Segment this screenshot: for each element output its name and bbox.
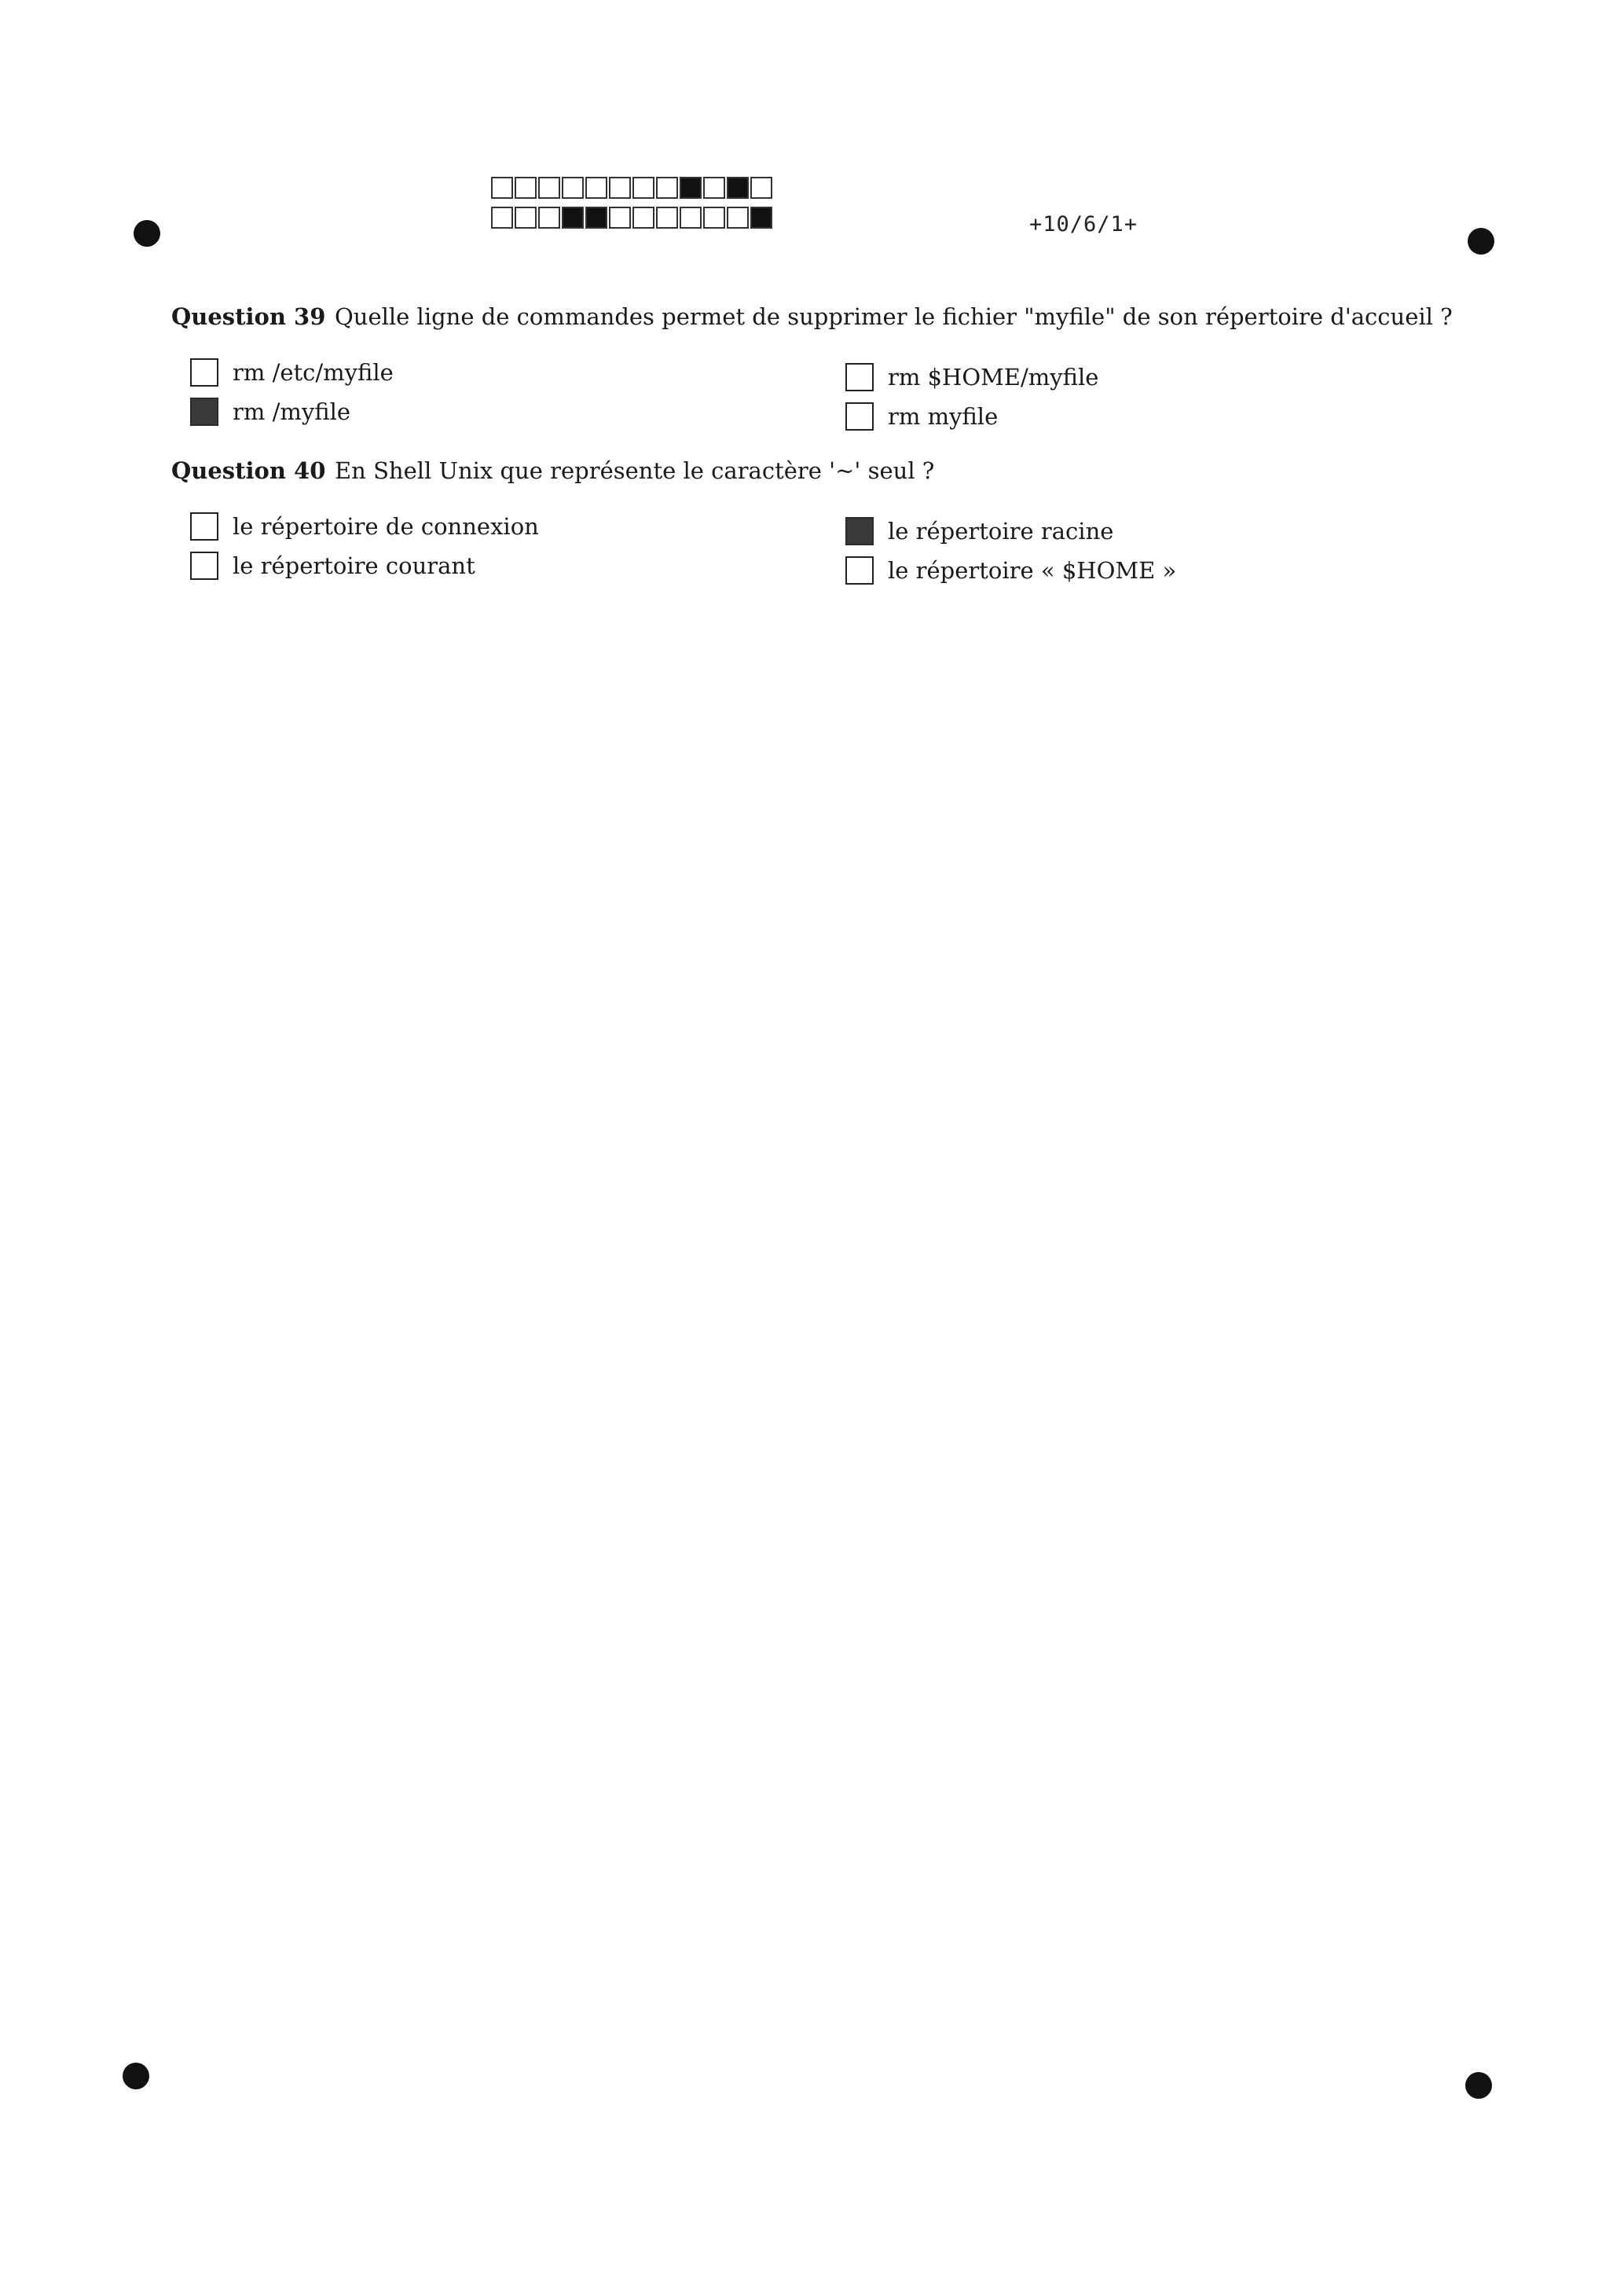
registration-mark-bottom-left xyxy=(123,2063,149,2089)
barcode-cell xyxy=(585,207,607,229)
answer-option[interactable] xyxy=(845,515,1113,547)
registration-mark-top-left xyxy=(134,220,160,247)
answer-label: rm /etc/myfile xyxy=(233,359,394,386)
answer-option[interactable] xyxy=(845,361,1098,393)
barcode-cell xyxy=(727,177,749,199)
checkbox[interactable] xyxy=(190,552,218,580)
barcode-cell xyxy=(515,207,537,229)
barcode-cell xyxy=(538,207,560,229)
answer-label: le répertoire « $HOME » xyxy=(888,557,1177,584)
question-text: Quelle ligne de commandes permet de supprimer le fichier "myfile" de son répertoire d'accueil ? xyxy=(335,303,1453,330)
barcode-cell xyxy=(680,177,702,199)
answer-label: le répertoire racine xyxy=(888,518,1114,545)
checkbox[interactable] xyxy=(845,556,874,585)
barcode-cell xyxy=(632,207,654,229)
answer-option[interactable] xyxy=(190,357,394,388)
answer-option[interactable] xyxy=(190,396,350,427)
barcode-row-top xyxy=(491,177,774,199)
checkbox[interactable] xyxy=(845,363,874,391)
answer-option[interactable] xyxy=(190,511,539,542)
answer-list xyxy=(171,511,1460,597)
answer-option[interactable] xyxy=(845,401,998,432)
question-label: Question 40 xyxy=(171,457,326,484)
question-text: En Shell Unix que représente le caractère '~' seul ? xyxy=(335,457,935,484)
barcode-cell xyxy=(750,177,772,199)
checkbox[interactable] xyxy=(845,402,874,431)
barcode-cell xyxy=(585,177,607,199)
answer-label: rm myfile xyxy=(888,403,999,430)
barcode-cell xyxy=(491,177,513,199)
question-40 xyxy=(171,457,1460,597)
barcode-row-bottom xyxy=(491,207,774,229)
barcode-cell xyxy=(680,207,702,229)
registration-mark-top-right xyxy=(1468,228,1494,255)
question-39 xyxy=(171,303,1460,443)
barcode-cell xyxy=(656,177,678,199)
answer-option[interactable] xyxy=(845,555,1176,586)
answer-list xyxy=(171,357,1460,443)
question-header xyxy=(171,303,1460,341)
barcode-cell xyxy=(609,177,631,199)
question-header xyxy=(171,457,1460,495)
checkbox[interactable] xyxy=(190,358,218,387)
barcode-cell xyxy=(727,207,749,229)
barcode-cell xyxy=(562,177,584,199)
checkbox[interactable] xyxy=(190,398,218,426)
page-id: +10/6/1+ xyxy=(1029,212,1138,237)
barcode-cell xyxy=(538,177,560,199)
barcode-cell xyxy=(656,207,678,229)
checkbox[interactable] xyxy=(190,512,218,541)
barcode-cell xyxy=(491,207,513,229)
answer-label: le répertoire de connexion xyxy=(233,513,539,540)
question-label: Question 39 xyxy=(171,303,326,330)
barcode-cell xyxy=(632,177,654,199)
barcode-cell xyxy=(515,177,537,199)
barcode-cell xyxy=(609,207,631,229)
barcode-cell xyxy=(562,207,584,229)
answer-label: le répertoire courant xyxy=(233,552,475,579)
checkbox[interactable] xyxy=(845,517,874,545)
answer-option[interactable] xyxy=(190,550,475,581)
barcode-cell xyxy=(703,207,725,229)
barcode-cell xyxy=(750,207,772,229)
registration-mark-bottom-right xyxy=(1465,2072,1492,2099)
answer-label: rm $HOME/myfile xyxy=(888,364,1099,391)
barcode-cell xyxy=(703,177,725,199)
answer-label: rm /myfile xyxy=(233,398,351,425)
